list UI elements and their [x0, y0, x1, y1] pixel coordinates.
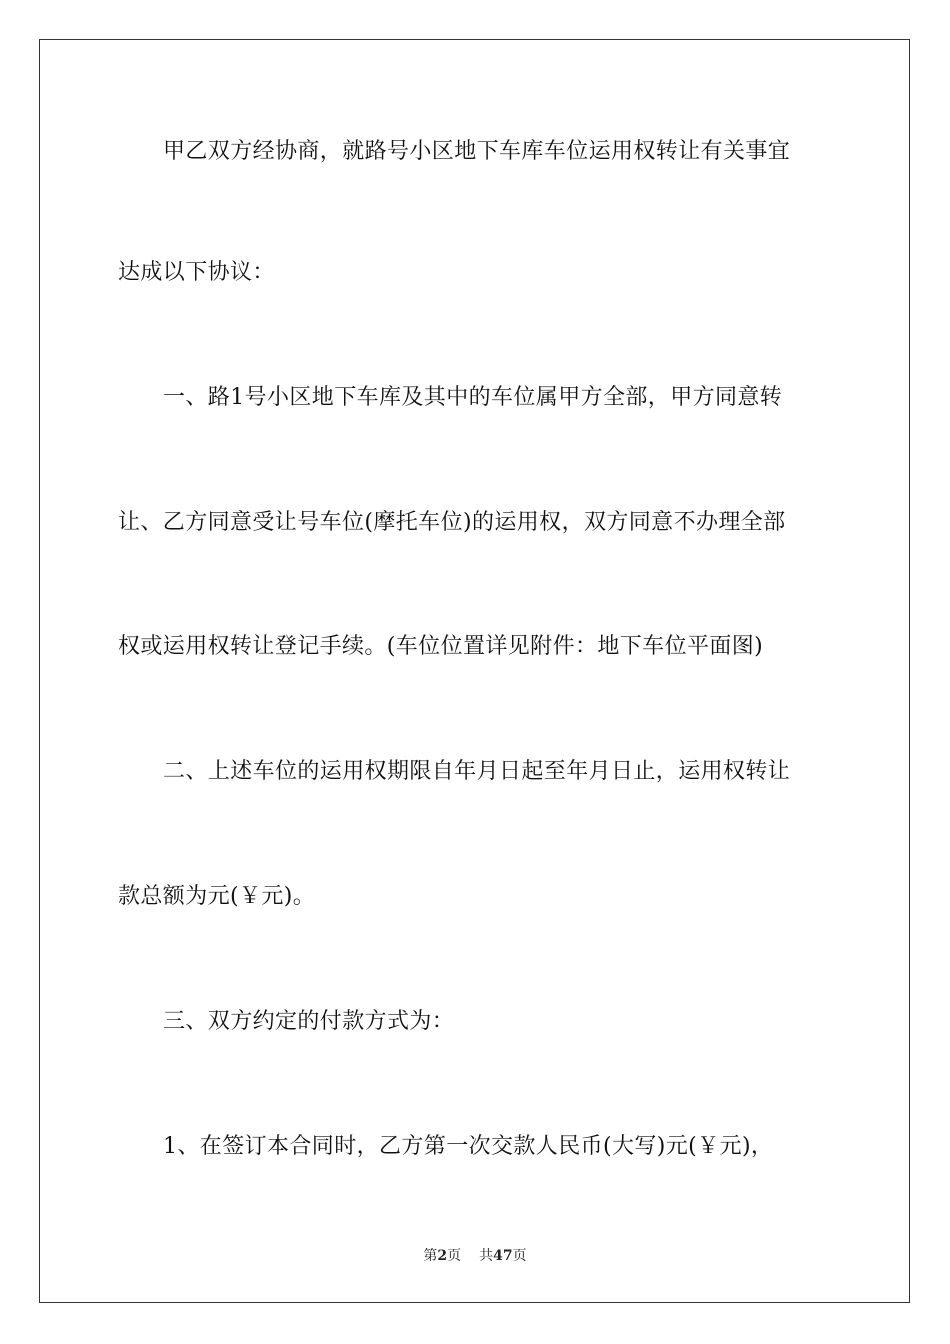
paragraph-line: 一、路1号小区地下车库及其中的车位属甲方全部，甲方同意转 [163, 385, 783, 410]
paragraph-line: 款总额为元(￥元)。 [118, 884, 316, 909]
paragraph-line: 甲乙双方经协商，就路号小区地下车库车位运用权转让有关事宜 [163, 139, 791, 164]
page-number: 2 [437, 1248, 448, 1264]
paragraph-line: 让、乙方同意受让号车位(摩托车位)的运用权，双方同意不办理全部 [118, 510, 786, 535]
page-footer [0, 1247, 950, 1265]
total-suffix: 页 [512, 1248, 527, 1264]
page-border [39, 39, 910, 1303]
paragraph-line: 二、上述车位的运用权期限自年月日起至年月日止，运用权转让 [163, 759, 791, 784]
total-prefix: 共 [479, 1248, 494, 1264]
page-suffix: 页 [447, 1248, 462, 1264]
paragraph-line: 权或运用权转让登记手续。(车位位置详见附件：地下车位平面图) [118, 634, 764, 659]
page-prefix: 第 [423, 1248, 438, 1264]
paragraph-line: 1、在签订本合同时，乙方第一次交款人民币(大写)元(￥元)， [163, 1134, 774, 1159]
paragraph-line: 达成以下协议： [118, 260, 275, 285]
total-pages: 47 [493, 1248, 513, 1264]
paragraph-line: 三、双方约定的付款方式为： [163, 1009, 455, 1034]
